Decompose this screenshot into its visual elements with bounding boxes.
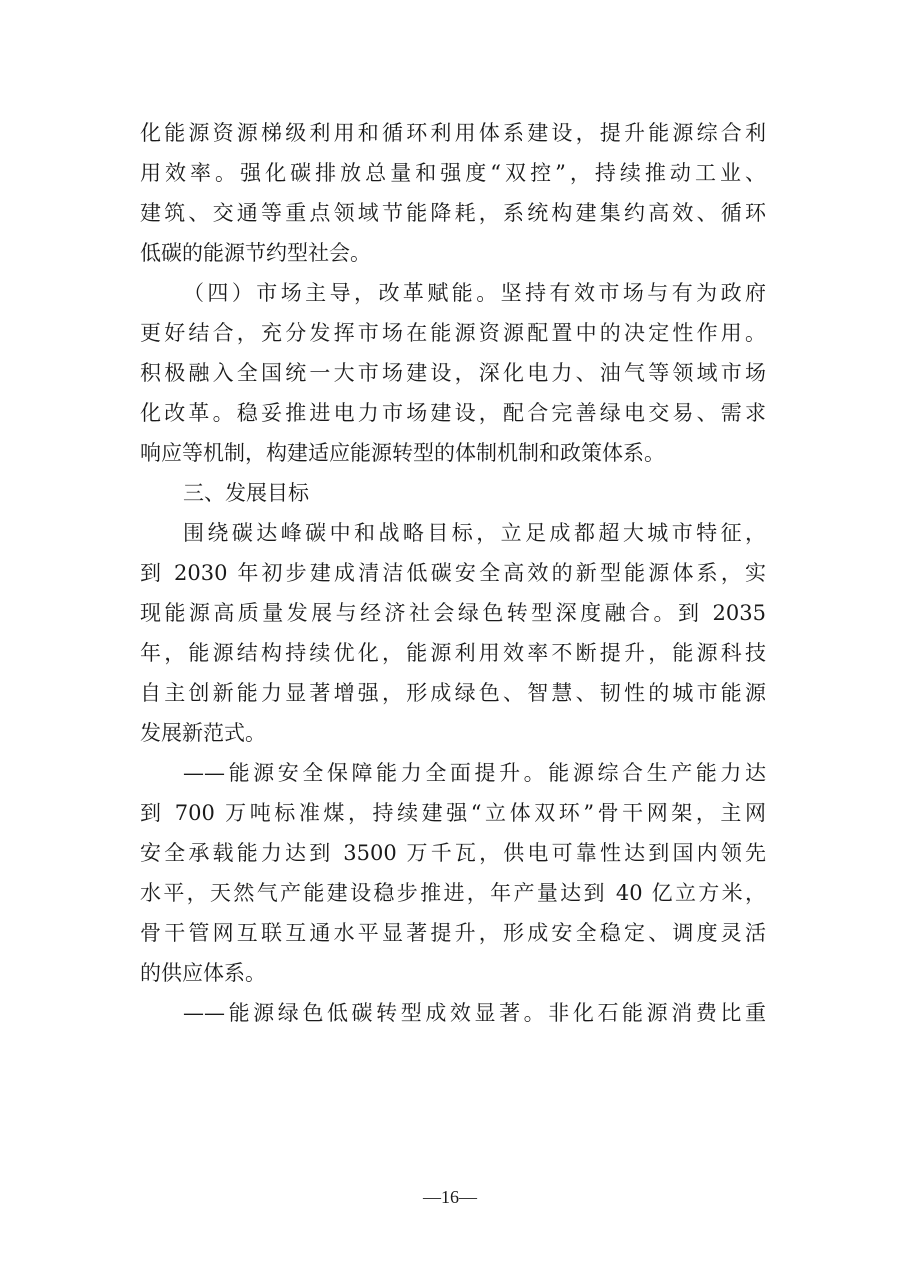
paragraph-line: 化改革。稳妥推进电力市场建设，配合完善绿电交易、需求 bbox=[140, 401, 766, 425]
paragraph-line: 安全承载能力达到 3500 万千瓦，供电可靠性达到国内领先 bbox=[140, 841, 766, 865]
paragraph-line: 更好结合，充分发挥市场在能源资源配置中的决定性作用。 bbox=[140, 321, 766, 345]
paragraph-line: 到 700 万吨标准煤，持续建强“立体双环”骨干网架，主网 bbox=[140, 801, 766, 825]
paragraph-line: 积极融入全国统一大市场建设，深化电力、油气等领域市场 bbox=[140, 361, 766, 385]
paragraph-line: 骨干管网互联互通水平显著提升，形成安全稳定、调度灵活 bbox=[140, 921, 766, 945]
paragraph-line: 到 2030 年初步建成清洁低碳安全高效的新型能源体系，实 bbox=[140, 561, 766, 585]
paragraph-line: 发展新范式。 bbox=[140, 721, 266, 745]
page-number: —16— bbox=[423, 1187, 477, 1207]
body-text bbox=[140, 113, 766, 1033]
paragraph-line: 响应等机制，构建适应能源转型的体制机制和政策体系。 bbox=[140, 441, 665, 465]
paragraph-line: 化能源资源梯级利用和循环利用体系建设，提升能源综合利 bbox=[140, 121, 766, 145]
paragraph-line: 自主创新能力显著增强，形成绿色、智慧、韧性的城市能源 bbox=[140, 681, 766, 705]
paragraph-line: ——能源安全保障能力全面提升。能源综合生产能力达 bbox=[183, 761, 766, 785]
paragraph-line: 低碳的能源节约型社会。 bbox=[140, 241, 371, 265]
paragraph-line: 建筑、交通等重点领域节能降耗，系统构建集约高效、循环 bbox=[140, 201, 766, 225]
paragraph-line: 年，能源结构持续优化，能源利用效率不断提升，能源科技 bbox=[140, 641, 766, 665]
paragraph-line: ——能源绿色低碳转型成效显著。非化石能源消费比重 bbox=[183, 1001, 766, 1025]
paragraph-line: 围绕碳达峰碳中和战略目标，立足成都超大城市特征， bbox=[183, 521, 766, 545]
paragraph-line: （四）市场主导，改革赋能。坚持有效市场与有为政府 bbox=[183, 281, 766, 305]
paragraph-line: 水平，天然气产能建设稳步推进，年产量达到 40 亿立方米， bbox=[140, 881, 766, 905]
paragraph-line: 现能源高质量发展与经济社会绿色转型深度融合。到 2035 bbox=[140, 601, 766, 625]
paragraph-line: 用效率。强化碳排放总量和强度“双控”，持续推动工业、 bbox=[140, 161, 766, 185]
paragraph-line: 的供应体系。 bbox=[140, 961, 266, 985]
section-heading: 三、发展目标 bbox=[183, 481, 309, 505]
